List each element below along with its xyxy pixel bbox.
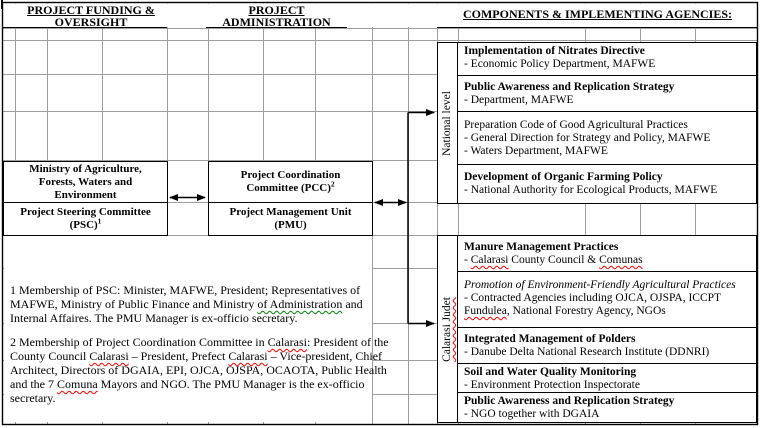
psc-box: Project Steering Committee (PSC)$^1$: [3, 202, 168, 236]
component-box-nitrates-directive: Implementation of Nitrates Directive - Economic Policy Department, MAFWE: [457, 42, 757, 76]
calarasi-judet-label: Calarasi Judet: [441, 296, 454, 362]
component-box-organic-farming-policy: Development of Organic Farming Policy - National Authority for Ecological Products, MAFWE: [457, 164, 757, 204]
footnote-cell: [4, 236, 389, 422]
footnote-pcc-membership: 2 Membership of Project Coordination Committee in Calarasi: President of the County Council Calarasi – President, Prefect Calarasi – Vice-president, Chief Architect, Directors of DGAIA, EPI, OJCA, OJSPA, OCAOTA, Public Health and the 7 Comuna Mayors and NGO. The PMU Manager is the ex-officio secretary.: [10, 335, 389, 405]
component-box-manure-management: Manure Management Practices - Calarasi County Council & Comunas: [457, 235, 757, 272]
stray-cursor-mark: [1, 0, 3, 9]
header-funding-rule: [3, 27, 167, 28]
pcc-box: Project Coordination Committee (PCC)$^2$: [208, 161, 373, 203]
header-project-funding-oversight: PROJECT FUNDING & OVERSIGHT: [27, 3, 155, 30]
pmu-box: Project Management Unit (PMU): [208, 202, 373, 236]
header-administration-rule: [206, 27, 347, 28]
header-project-administration: PROJECT ADMINISTRATION: [222, 3, 331, 30]
calarasi-judet-bracket: [437, 235, 458, 423]
header-components-rule: [437, 27, 757, 28]
header-components-agencies: COMPONENTS & IMPLEMENTING AGENCIES:: [462, 7, 733, 21]
national-level-label: National level: [441, 90, 454, 156]
component-box-good-agricultural-practices: Preparation Code of Good Agricultural Practices - General Direction for Strategy and Policy, MAFWE - Waters Department, MAFWE: [457, 111, 757, 165]
component-box-public-awareness-national: Public Awareness and Replication Strategy - Department, MAFWE: [457, 75, 757, 112]
component-box-environment-friendly-practices: Promotion of Environment-Friendly Agricultural Practices - Contracted Agencies including OJCA, OJSPA, ICCPT Fundulea, National Forestry Agency, NGOs: [457, 271, 757, 328]
component-box-public-awareness-calarasi: Public Awareness and Replication Strategy - NGO together with DGAIA: [457, 392, 757, 423]
ministry-box: Ministry of Agriculture, Forests, Waters and Environment: [3, 161, 168, 203]
component-box-soil-water-monitoring: Soil and Water Quality Monitoring - Environment Protection Inspectorate: [457, 363, 757, 393]
national-level-bracket: [437, 42, 458, 204]
component-box-polders-management: Integrated Management of Polders - Danube Delta National Research Institute (DDNRI): [457, 327, 757, 364]
footnote-psc-membership: 1 Membership of PSC: Minister, MAFWE, President; Representatives of MAFWE, Ministry of Public Finance and Ministry of Administration and Internal Affaires. The PMU Manager is ex-officio secretary.: [10, 283, 363, 325]
